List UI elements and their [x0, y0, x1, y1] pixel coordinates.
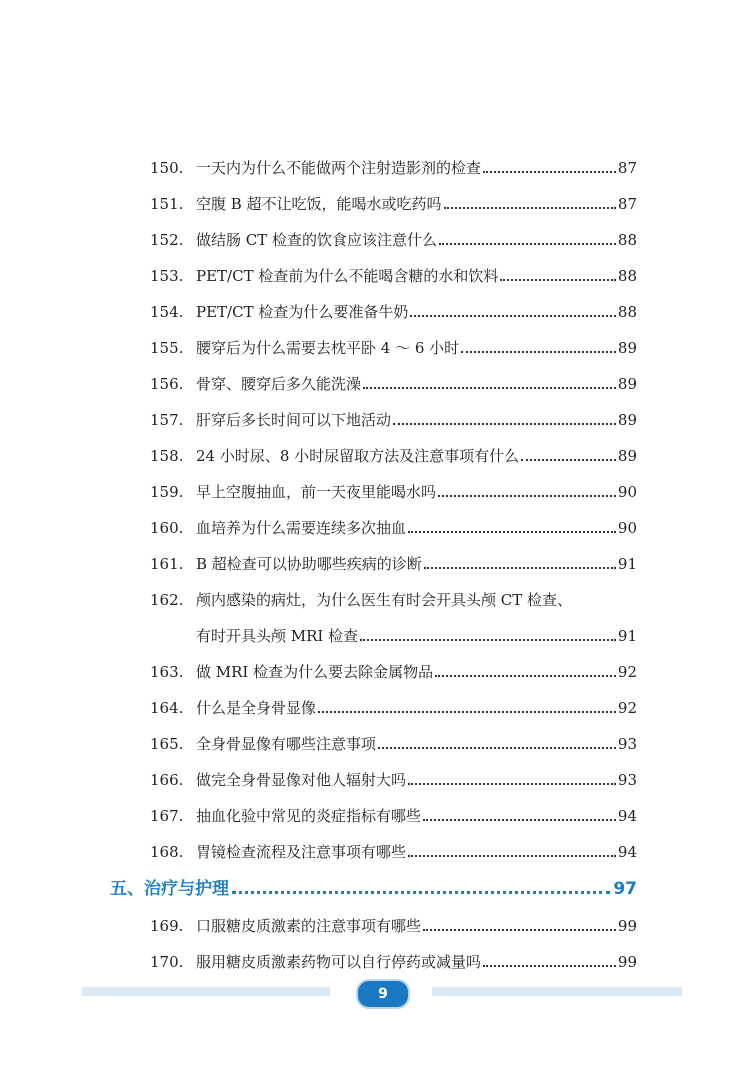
- entry-title: 颅内感染的病灶，为什么医生有时会开具头颅 CT 检查、: [196, 591, 573, 609]
- toc-entry[interactable]: [150, 942, 637, 972]
- entry-title: 一天内为什么不能做两个注射造影剂的检查: [196, 159, 482, 177]
- dot-leader: [410, 315, 616, 317]
- entry-number: 153.: [150, 267, 184, 285]
- entry-title: 早上空腹抽血，前一天夜里能喝水吗: [196, 483, 437, 501]
- toc-entry[interactable]: [150, 906, 637, 936]
- entry-title: 全身骨显像有哪些注意事项: [196, 735, 377, 753]
- entry-title: PET/CT 检查前为什么不能喝含糖的水和饮料: [196, 267, 499, 285]
- dot-leader: [232, 891, 610, 894]
- entry-number: 161.: [150, 555, 184, 573]
- entry-number: 166.: [150, 771, 184, 789]
- entry-page: 91: [617, 627, 637, 645]
- entry-page: 91: [617, 555, 637, 573]
- toc-entry[interactable]: [150, 796, 637, 826]
- entry-title: 肝穿后多长时间可以下地活动: [196, 411, 392, 429]
- toc-entry[interactable]: [150, 832, 637, 862]
- dot-leader: [461, 351, 616, 353]
- dot-leader: [483, 965, 616, 967]
- toc-entry[interactable]: [150, 220, 637, 250]
- entry-number: 169.: [150, 917, 184, 935]
- entry-title: 做完全身骨显像对他人辐射大吗: [196, 771, 407, 789]
- toc-entry[interactable]: [150, 256, 637, 286]
- entry-title: 做 MRI 检查为什么要去除金属物品: [196, 663, 434, 681]
- toc-entry[interactable]: [150, 400, 637, 430]
- dot-leader: [318, 711, 616, 713]
- entry-page: 93: [617, 771, 637, 789]
- dot-leader: [423, 819, 616, 821]
- entry-page: 94: [617, 807, 637, 825]
- dot-leader: [435, 675, 616, 677]
- entry-page: 88: [617, 303, 637, 321]
- entry-title: 血培养为什么需要连续多次抽血: [196, 519, 407, 537]
- entry-page: 89: [617, 411, 637, 429]
- footer-bar-left: [82, 987, 330, 996]
- section-title: 五、治疗与护理: [110, 879, 229, 899]
- dot-leader: [521, 459, 616, 461]
- entry-number: 164.: [150, 699, 184, 717]
- entry-page: 87: [617, 195, 637, 213]
- dot-leader: [378, 747, 616, 749]
- entry-page: 92: [617, 699, 637, 717]
- entry-title: 24 小时尿、8 小时尿留取方法及注意事项有什么: [196, 447, 520, 465]
- entry-title: 胃镜检查流程及注意事项有哪些: [196, 843, 407, 861]
- dot-leader: [424, 567, 616, 569]
- entry-title: 什么是全身骨显像: [196, 699, 317, 717]
- footer-bar-right: [432, 987, 682, 996]
- toc-entry[interactable]: [150, 148, 637, 178]
- entry-number: 162.: [150, 591, 184, 609]
- entry-page: 99: [617, 953, 637, 971]
- toc-entry[interactable]: [150, 652, 637, 682]
- entry-number: 150.: [150, 159, 184, 177]
- entry-number: 165.: [150, 735, 184, 753]
- dot-leader: [444, 207, 616, 209]
- dot-leader: [500, 279, 616, 281]
- entry-page: 87: [617, 159, 637, 177]
- entry-number: 160.: [150, 519, 184, 537]
- entry-page: 88: [617, 231, 637, 249]
- toc-entry[interactable]: [150, 760, 637, 790]
- dot-leader: [408, 531, 616, 533]
- entry-number: 158.: [150, 447, 184, 465]
- dot-leader: [393, 423, 616, 425]
- entry-number: 152.: [150, 231, 184, 249]
- entry-title: 抽血化验中常见的炎症指标有哪些: [196, 807, 422, 825]
- entry-page: 89: [617, 447, 637, 465]
- page-number-badge: 9: [356, 979, 410, 1009]
- entry-number: 154.: [150, 303, 184, 321]
- entry-number: 155.: [150, 339, 184, 357]
- entry-number: 167.: [150, 807, 184, 825]
- entry-page: 90: [617, 483, 637, 501]
- entry-page: 89: [617, 339, 637, 357]
- toc-entry[interactable]: [150, 436, 637, 466]
- entry-page: 88: [617, 267, 637, 285]
- entry-title: 腰穿后为什么需要去枕平卧 4 ～ 6 小时: [196, 339, 460, 357]
- entry-title: 口服糖皮质激素的注意事项有哪些: [196, 917, 422, 935]
- toc-entry[interactable]: [150, 724, 637, 754]
- toc-entry[interactable]: [150, 184, 637, 214]
- entry-title: 服用糖皮质激素药物可以自行停药或减量吗: [196, 953, 482, 971]
- toc-entry[interactable]: [150, 328, 637, 358]
- entry-page: 89: [617, 375, 637, 393]
- entry-title-continued: 有时开具头颅 MRI 检查: [196, 627, 359, 645]
- toc-entry[interactable]: [150, 688, 637, 718]
- entry-number: 151.: [150, 195, 184, 213]
- entry-number: 159.: [150, 483, 184, 501]
- toc-entry-line2[interactable]: [150, 616, 637, 646]
- toc-entry[interactable]: [150, 544, 637, 574]
- dot-leader: [423, 929, 616, 931]
- section-page: 97: [613, 879, 637, 899]
- dot-leader: [408, 783, 616, 785]
- entry-number: 170.: [150, 953, 184, 971]
- entry-number: 156.: [150, 375, 184, 393]
- entry-title: 骨穿、腰穿后多久能洗澡: [196, 375, 362, 393]
- toc-entry[interactable]: [150, 472, 637, 502]
- toc-entry[interactable]: [150, 508, 637, 538]
- entry-title: 做结肠 CT 检查的饮食应该注意什么: [196, 231, 438, 249]
- entry-number: 168.: [150, 843, 184, 861]
- entry-title: 空腹 B 超不让吃饭，能喝水或吃药吗: [196, 195, 442, 213]
- dot-leader: [360, 639, 616, 641]
- toc-section-heading[interactable]: [110, 870, 637, 900]
- dot-leader: [483, 171, 616, 173]
- dot-leader: [439, 243, 616, 245]
- entry-page: 90: [617, 519, 637, 537]
- entry-title: B 超检查可以协助哪些疾病的诊断: [196, 555, 422, 573]
- entry-page: 92: [617, 663, 637, 681]
- entry-number: 163.: [150, 663, 184, 681]
- entry-number: 157.: [150, 411, 184, 429]
- toc-entry[interactable]: [150, 292, 637, 322]
- entry-title: PET/CT 检查为什么要准备牛奶: [196, 303, 409, 321]
- dot-leader: [363, 387, 616, 389]
- entry-page: 94: [617, 843, 637, 861]
- entry-page: 99: [617, 917, 637, 935]
- entry-page: 93: [617, 735, 637, 753]
- toc-entry[interactable]: [150, 364, 637, 394]
- toc-entry-line1[interactable]: [150, 580, 637, 610]
- dot-leader: [438, 495, 616, 497]
- dot-leader: [408, 855, 616, 857]
